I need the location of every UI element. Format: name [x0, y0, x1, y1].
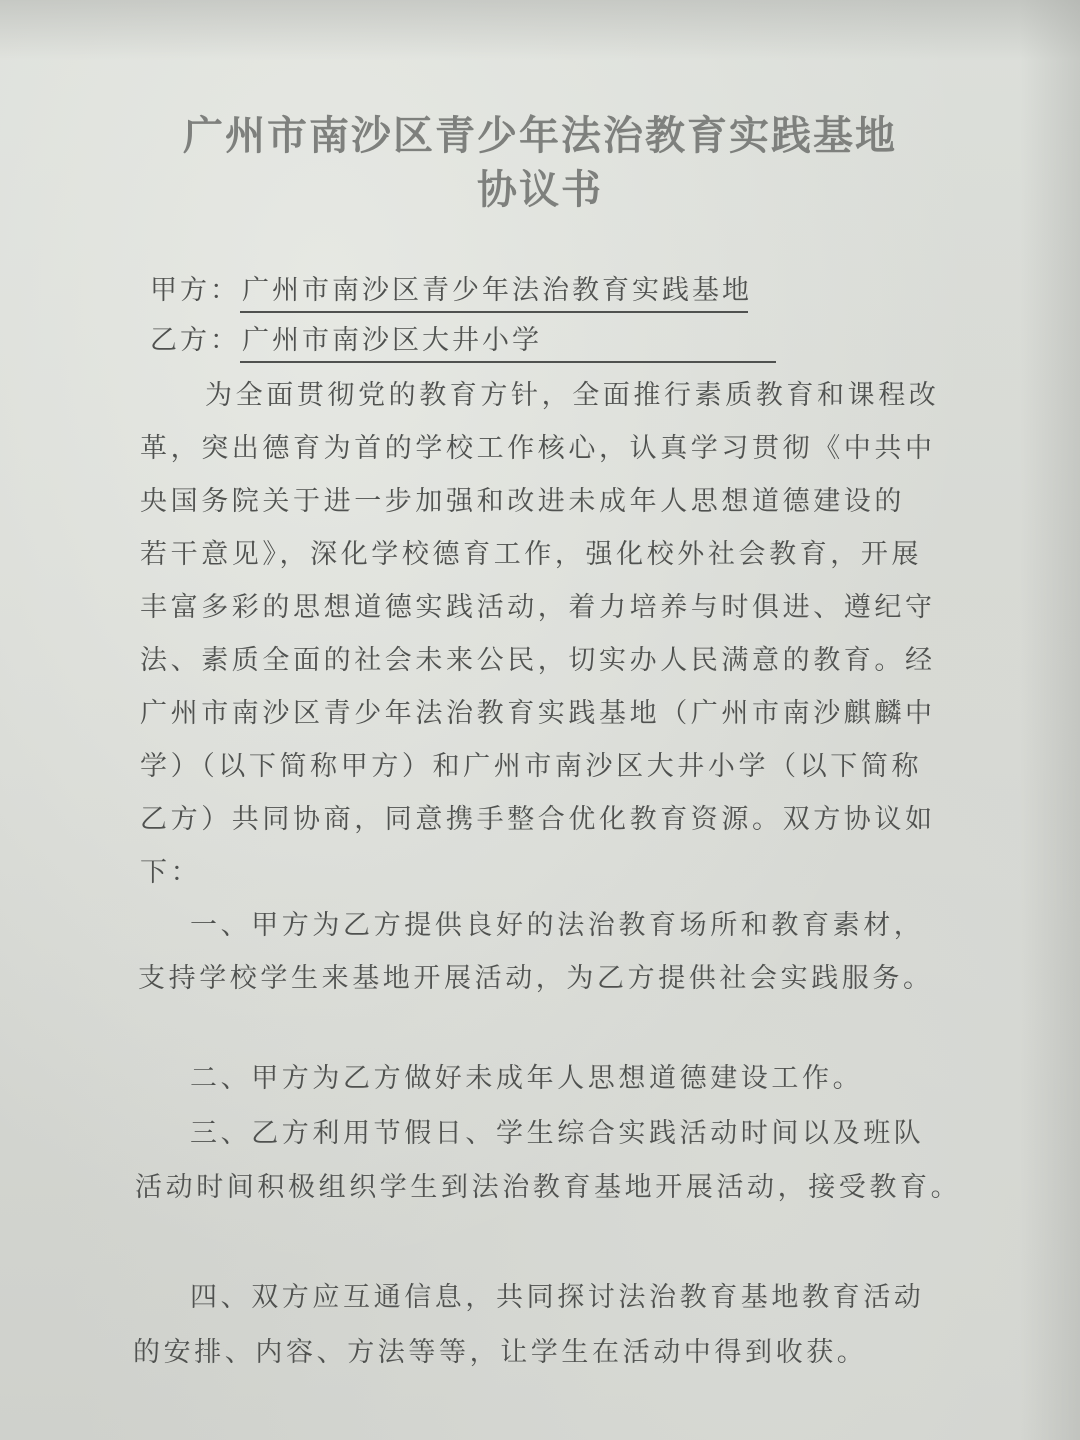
clause-4-line: 的安排、内容、方法等等，让学生在活动中得到收获。: [133, 1337, 868, 1368]
party-b-line: [150, 318, 776, 363]
party-a-line: [150, 268, 752, 313]
clause-1-line: 支持学校学生来基地开展活动，为乙方提供社会实践服务。: [138, 963, 934, 994]
document-subtitle: 协议书: [477, 167, 603, 213]
party-b-value: 广州市南沙区大井小学: [240, 318, 776, 363]
party-a-value: 广州市南沙区青少年法治教育实践基地: [240, 268, 748, 313]
body-line: 央国务院关于进一步加强和改进未成年人思想道德建设的: [140, 486, 905, 517]
body-line: 法、素质全面的社会未来公民，切实办人民满意的教育。经: [140, 645, 936, 676]
body-line: 学）（以下简称甲方）和广州市南沙区大井小学（以下简称: [140, 751, 923, 782]
body-line: 丰富多彩的思想道德实践活动，着力培养与时俱进、遵纪守: [140, 592, 936, 623]
clause-4-line: 四、双方应互通信息，共同探讨法治教育基地教育活动: [190, 1282, 925, 1313]
body-line: 乙方）共同协商，同意携手整合优化教育资源。双方协议如: [140, 804, 936, 835]
body-line: 下：: [140, 857, 202, 888]
party-a-label: 甲方：: [150, 275, 240, 306]
photo-shadow-right: [1020, 0, 1080, 1440]
clause-1-line: 一、甲方为乙方提供良好的法治教育场所和教育素材，: [190, 910, 925, 941]
clause-2-line: 二、甲方为乙方做好未成年人思想道德建设工作。: [190, 1063, 864, 1094]
clause-3-line: 活动时间积极组织学生到法治教育基地开展活动，接受教育。: [135, 1172, 962, 1203]
body-line: 为全面贯彻党的教育方针，全面推行素质教育和课程改: [205, 380, 940, 411]
document-title: 广州市南沙区青少年法治教育实践基地: [183, 113, 897, 159]
clause-3-line: 三、乙方利用节假日、学生综合实践活动时间以及班队: [190, 1118, 925, 1149]
body-line: 革，突出德育为首的学校工作核心，认真学习贯彻《中共中: [140, 433, 936, 464]
party-b-label: 乙方：: [150, 325, 240, 356]
photo-shadow-top: [0, 0, 1080, 60]
body-line: 若干意见》，深化学校德育工作，强化校外社会教育，开展: [140, 539, 923, 570]
body-line: 广州市南沙区青少年法治教育实践基地（广州市南沙麒麟中: [140, 698, 936, 729]
